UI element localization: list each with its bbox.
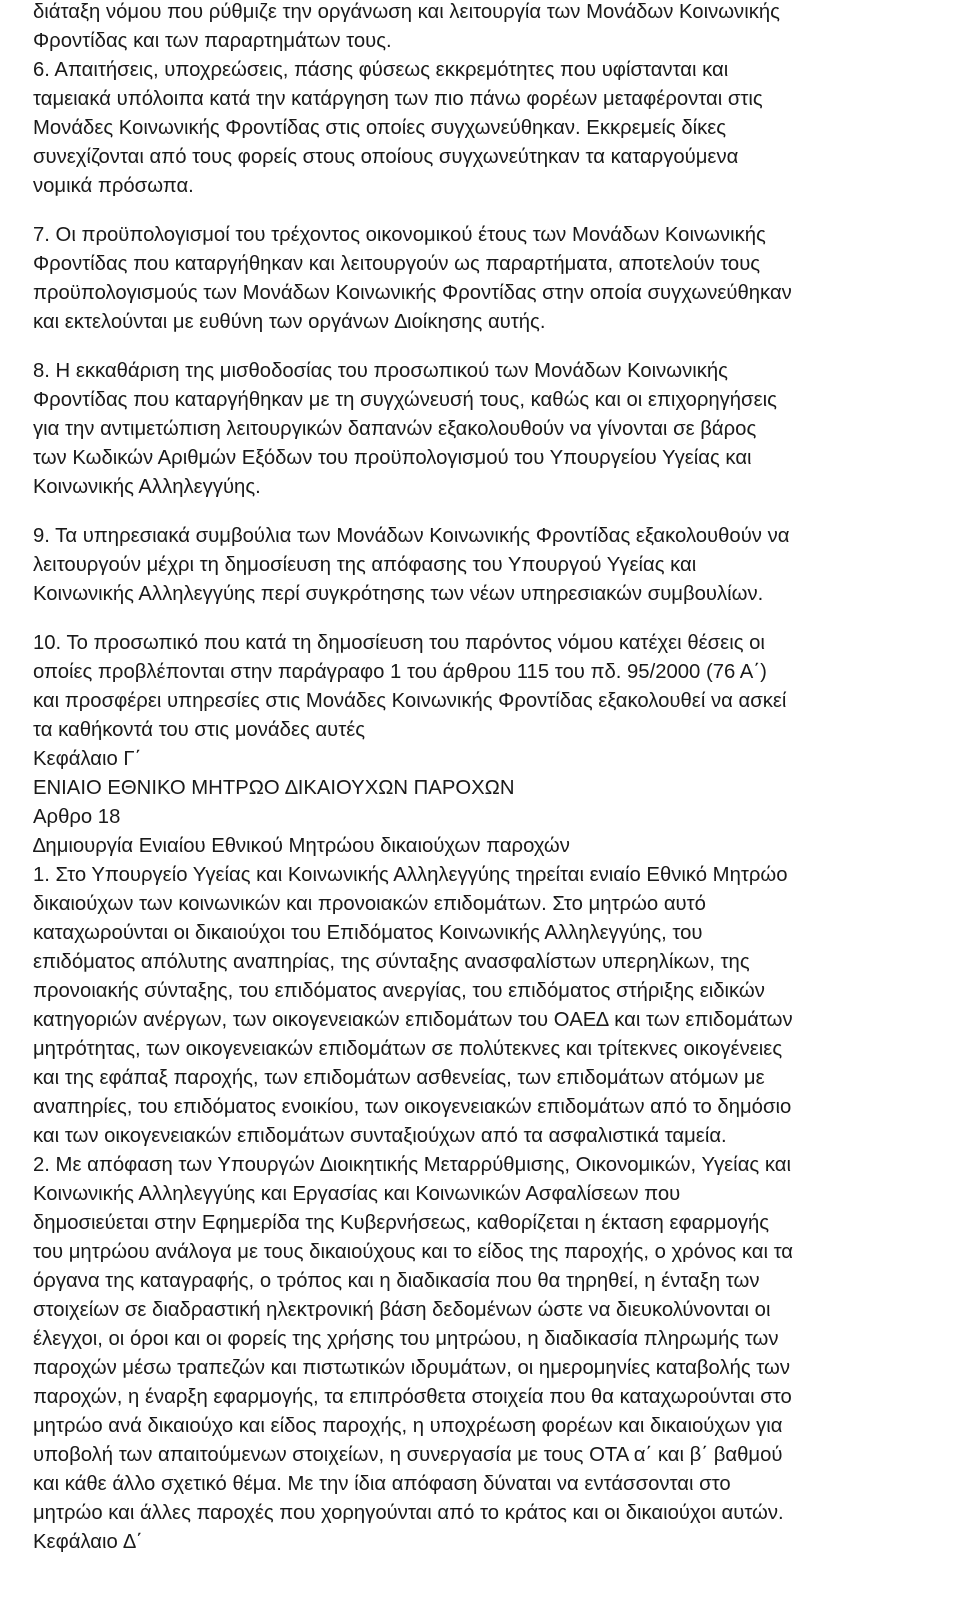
item-6-paragraph	[33, 56, 950, 201]
text-line: κατηγοριών ανέργων, των οικογενειακών επιδομάτων του ΟΑΕ∆ και των επιδομάτων	[33, 1009, 793, 1031]
text-line: οποίες προβλέπονται στην παράγραφο 1 του άρθρου 115 του πδ. 95/2000 (76 Α΄)	[33, 661, 767, 683]
text-line: και εκτελούνται με ευθύνη των οργάνων ∆ιοίκησης αυτής.	[33, 311, 546, 333]
text-line: μητρότητας, των οικογενειακών επιδομάτων σε πολύτεκνες και τρίτεκνες οικογένειες	[33, 1038, 783, 1060]
text-line: 7. Οι προϋπολογισμοί του τρέχοντος οικονομικού έτους των Μονάδων Κοινωνικής	[33, 224, 766, 246]
article-paragraph-2	[33, 1151, 950, 1528]
text-line: συνεχίζονται από τους φορείς στους οποίους συγχωνεύτηκαν τα καταργούμενα	[33, 146, 739, 168]
text-line: Μονάδες Κοινωνικής Φροντίδας στις οποίες συγχωνεύθηκαν. Εκκρεμείς δίκες	[33, 117, 727, 139]
text-line: τα καθήκοντά του στις μονάδες αυτές	[33, 719, 366, 741]
text-line: όργανα της καταγραφής, ο τρόπος και η διαδικασία που θα τηρηθεί, η ένταξη των	[33, 1270, 760, 1292]
text-line: Κοινωνικής Αλληλεγγύης και Εργασίας και Κοινωνικών Ασφαλίσεων που	[33, 1183, 681, 1205]
text-line: ταμειακά υπόλοιπα κατά την κατάργηση των πιο πάνω φορέων μεταφέρονται στις	[33, 88, 763, 110]
chapter-heading: Κεφάλαιο Γ΄	[33, 748, 142, 770]
text-line: παροχών μέσω τραπεζών και πιστωτικών ιδρυμάτων, οι ημερομηνίες καταβολής των	[33, 1357, 790, 1379]
text-line: και κάθε άλλο σχετικό θέμα. Με την ίδια απόφαση δύναται να εντάσσονται στο	[33, 1473, 731, 1495]
text-line: δικαιούχων των κοινωνικών και προνοιακών επιδομάτων. Στο μητρώο αυτό	[33, 893, 706, 915]
article-title: ∆ημιουργία Ενιαίου Εθνικού Μητρώου δικαιούχων παροχών	[33, 835, 570, 857]
text-line: παροχών, η έναρξη εφαρμογής, τα επιπρόσθετα στοιχεία που θα καταχωρούνται στο	[33, 1386, 792, 1408]
intro-paragraph	[33, 0, 950, 56]
chapter-heading: Κεφάλαιο ∆΄	[33, 1531, 143, 1553]
text-line: και προσφέρει υπηρεσίες στις Μονάδες Κοινωνικής Φροντίδας εξακολουθεί να ασκεί	[33, 690, 787, 712]
chapter-title: ΕΝΙΑΙΟ ΕΘΝΙΚΟ ΜΗΤΡΩΟ ∆ΙΚΑΙΟΥΧΩΝ ΠΑΡΟΧΩΝ	[33, 777, 515, 799]
text-line: 6. Απαιτήσεις, υποχρεώσεις, πάσης φύσεως εκκρεμότητες που υφίστανται και	[33, 59, 729, 81]
article-heading: Αρθρο 18	[33, 806, 121, 828]
text-line: επιδόματος απόλυτης αναπηρίας, της σύνταξης ανασφαλίστων υπερηλίκων, της	[33, 951, 750, 973]
text-line: Φροντίδας που καταργήθηκαν με τη συγχώνευσή τους, καθώς και οι επιχορηγήσεις	[33, 389, 777, 411]
text-line: 9. Τα υπηρεσιακά συμβούλια των Μονάδων Κοινωνικής Φροντίδας εξακολουθούν να	[33, 525, 790, 547]
text-line: μητρώο ανά δικαιούχο και είδος παροχής, η υποχρέωση φορέων και δικαιούχων για	[33, 1415, 783, 1437]
text-line: 1. Στο Υπουργείο Υγείας και Κοινωνικής Αλληλεγγύης τηρείται ενιαίο Εθνικό Μητρώο	[33, 864, 788, 886]
text-line: Κοινωνικής Αλληλεγγύης.	[33, 476, 261, 498]
text-line: 2. Με απόφαση των Υπουργών ∆ιοικητικής Μεταρρύθμισης, Οικονομικών, Υγείας και	[33, 1154, 791, 1176]
text-line: στοιχείων σε διαδραστική ηλεκτρονική βάση δεδομένων ώστε να διευκολύνονται οι	[33, 1299, 771, 1321]
text-line: υποβολή των απαιτούμενων στοιχείων, η συνεργασία με τους ΟΤΑ α΄ και β΄ βαθμού	[33, 1444, 783, 1466]
text-line: διάταξη νόμου που ρύθμιζε την οργάνωση και λειτουργία των Μονάδων Κοινωνικής	[33, 1, 780, 23]
item-8-paragraph	[33, 357, 950, 502]
text-line: και της εφάπαξ παροχής, των επιδομάτων ασθενείας, των επιδομάτων ατόμων με	[33, 1067, 765, 1089]
text-line: καταχωρούνται οι δικαιούχοι του Επιδόματος Κοινωνικής Αλληλεγγύης, του	[33, 922, 703, 944]
text-line: μητρώο και άλλες παροχές που χορηγούνται από το κράτος και οι δικαιούχοι αυτών.	[33, 1502, 784, 1524]
text-line: προϋπολογισμούς των Μονάδων Κοινωνικής Φροντίδας στην οποία συγχωνεύθηκαν	[33, 282, 792, 304]
text-line: Κοινωνικής Αλληλεγγύης περί συγκρότησης των νέων υπηρεσιακών συμβουλίων.	[33, 583, 764, 605]
item-10-paragraph	[33, 629, 950, 745]
text-line: έλεγχοι, οι όροι και οι φορείς της χρήσης του μητρώου, η διαδικασία πληρωμής των	[33, 1328, 779, 1350]
text-line: και των οικογενειακών επιδομάτων συνταξιούχων από τα ασφαλιστικά ταμεία.	[33, 1125, 727, 1147]
text-line: 8. Η εκκαθάριση της μισθοδοσίας του προσωπικού των Μονάδων Κοινωνικής	[33, 360, 728, 382]
text-line: για την αντιμετώπιση λειτουργικών δαπανών εξακολουθούν να γίνονται σε βάρος	[33, 418, 757, 440]
item-9-paragraph	[33, 522, 950, 609]
text-line: 10. Το προσωπικό που κατά τη δημοσίευση του παρόντος νόμου κατέχει θέσεις οι	[33, 632, 765, 654]
text-line: των Κωδικών Αριθμών Εξόδων του προϋπολογισμού του Υπουργείου Υγείας και	[33, 447, 752, 469]
text-line: νομικά πρόσωπα.	[33, 175, 194, 197]
item-7-paragraph	[33, 221, 950, 337]
text-line: Φροντίδας που καταργήθηκαν και λειτουργούν ως παραρτήματα, αποτελούν τους	[33, 253, 761, 275]
text-line: αναπηρίες, του επιδόματος ενοικίου, των οικογενειακών επιδομάτων από το δημόσιο	[33, 1096, 792, 1118]
text-line: προνοιακής σύνταξης, του επιδόματος ανεργίας, του επιδόματος στήριξης ειδικών	[33, 980, 765, 1002]
text-line: λειτουργούν μέχρι τη δημοσίευση της απόφασης του Υπουργού Υγείας και	[33, 554, 697, 576]
text-line: δημοσιεύεται στην Εφημερίδα της Κυβερνήσεως, καθορίζεται η έκταση εφαρμογής	[33, 1212, 770, 1234]
article-paragraph-1	[33, 861, 950, 1151]
text-line: Φροντίδας και των παραρτημάτων τους.	[33, 30, 392, 52]
text-line: του μητρώου ανάλογα με τους δικαιούχους και το είδος της παροχής, ο χρόνος και τα	[33, 1241, 794, 1263]
